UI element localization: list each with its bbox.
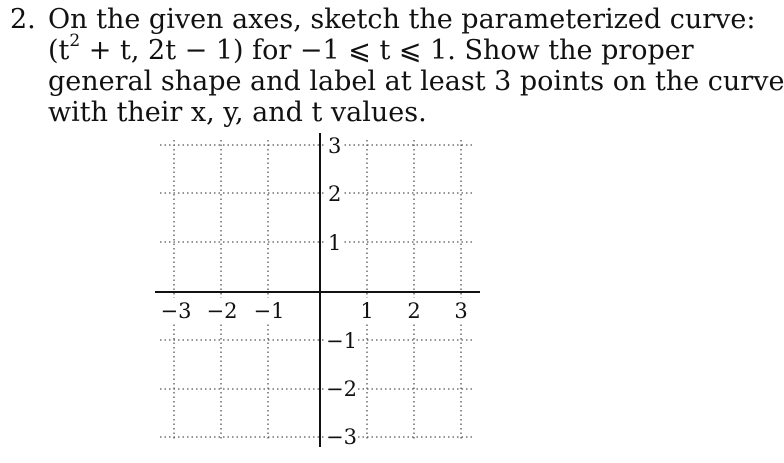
curve-expression-rest: + t, 2t − 1) for −1 ⩽ t ⩽ 1. Show the proper (80, 35, 694, 66)
exponent: 2 (69, 31, 81, 51)
y-tick-label: 2 (328, 182, 342, 206)
y-tick-label: 3 (328, 134, 342, 158)
x-tick-label: 2 (407, 299, 421, 323)
problem-line-1: On the given axes, sketch the parameterized curve: (48, 4, 756, 35)
x-tick-label: 3 (454, 299, 468, 323)
x-tick-label: −3 (160, 299, 192, 323)
problem-line-3: general shape and label at least 3 points on the curve (48, 66, 784, 97)
x-tick-label: −2 (206, 299, 238, 323)
curve-expression-start: (t (48, 35, 70, 66)
x-tick-label: −1 (253, 299, 285, 323)
y-tick-label: −1 (326, 329, 357, 353)
x-tick-label: 1 (360, 299, 374, 323)
problem-number: 2. (10, 4, 36, 35)
problem-line-4: with their x, y, and t values. (48, 97, 427, 128)
dotted-grid (160, 140, 472, 440)
y-tick-label: 1 (328, 231, 342, 255)
y-tick-label: −3 (326, 425, 357, 449)
y-tick-label: −2 (326, 377, 357, 401)
